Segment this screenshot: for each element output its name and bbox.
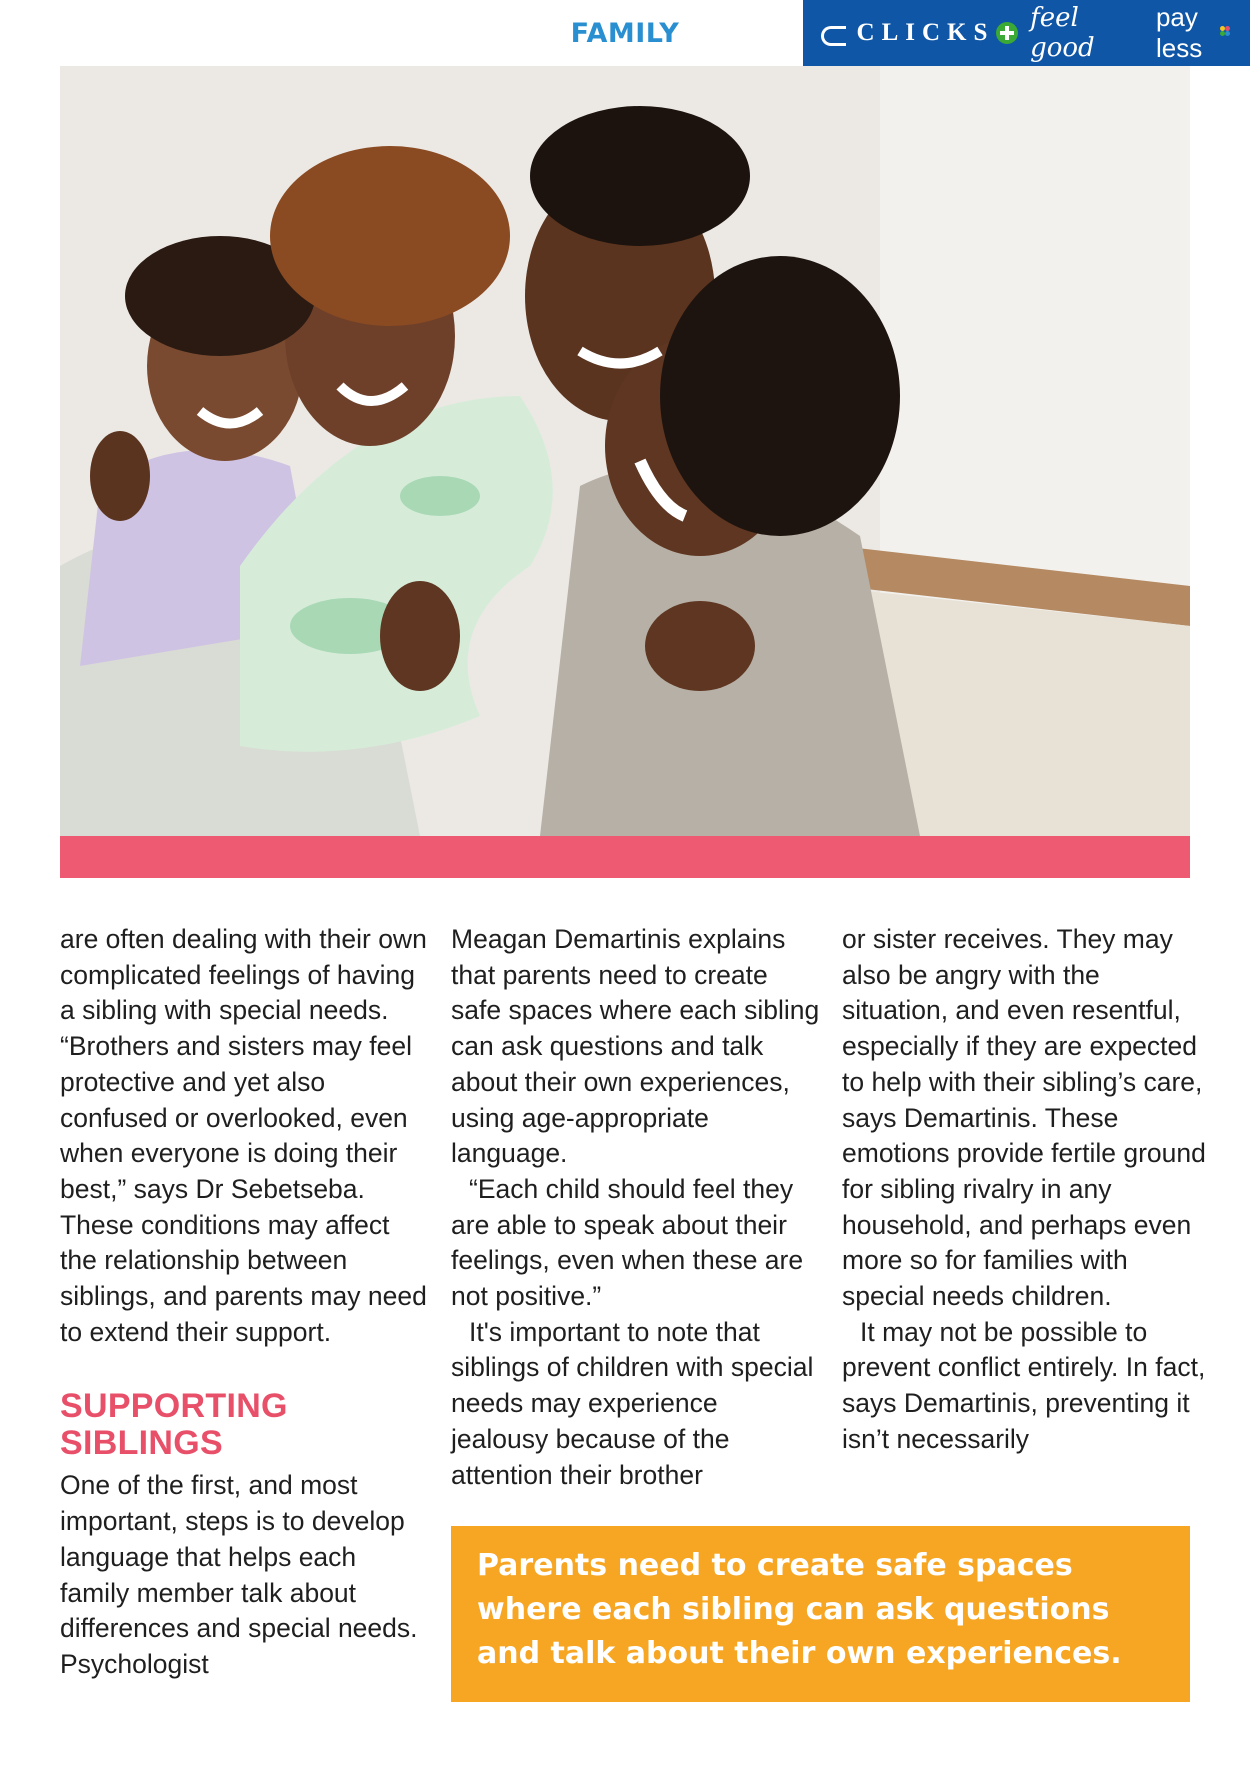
green-cross-icon (996, 22, 1018, 44)
article-column-1 (60, 922, 430, 1683)
paragraph: It may not be possible to prevent conflict entirely. In fact, says Demartinis, preventing it isn’t necessarily (842, 1316, 1206, 1454)
family-photo-illustration (60, 66, 1190, 836)
paragraph: or sister receives. They may also be angry with the situation, and even resentful, especially if they are expected to help with their sibling’s care, says Demartinis. These emotions provide fertile ground for sibling rivalry in any household, and perhaps even more so for families with special needs children. (842, 924, 1206, 1312)
paragraph: Meagan Demartinis explains that parents need to create safe spaces where each sibling can ask questions and talk about their own experiences, using age-appropriate language. (451, 924, 820, 1169)
brand-name: CLICKS (856, 19, 995, 46)
article-column-3 (842, 922, 1212, 1458)
section-label: FAMILY (570, 18, 680, 49)
family-hug-photo (60, 66, 1190, 836)
paragraph: One of the first, and most important, steps is to develop language that helps each family member talk about differences and special needs. Psychologist (60, 1470, 418, 1679)
paragraph: It's important to note that siblings of children with special needs may experience jealousy because of the attention their brother (451, 1316, 814, 1490)
article-column-2 (451, 922, 821, 1493)
paragraph: are often dealing with their own complicated feelings of having a sibling with special needs. “Brothers and sisters may feel protective and yet also confused or overlooked, even when everyone is doing their best,” says Dr Sebetseba. These conditions may affect the relationship between siblings, and parents may need to extend their support. (60, 924, 427, 1347)
brand-tagline-pay: pay less (1155, 2, 1203, 63)
clicks-logo-icon (821, 24, 853, 42)
accent-band (60, 836, 1190, 878)
paragraph-quote: “Each child should feel they are able to speak about their feelings, even when these are not positive.” (451, 1173, 804, 1312)
brand-dots-icon (1220, 26, 1230, 36)
pull-quote: Parents need to create safe spaces where each sibling can ask questions and talk about their own experiences. (451, 1526, 1190, 1702)
section-subhead: SUPPORTING SIBLINGS (60, 1387, 288, 1463)
brand-tagline-feel: feel good (1030, 3, 1095, 63)
brand-banner (803, 0, 1250, 66)
